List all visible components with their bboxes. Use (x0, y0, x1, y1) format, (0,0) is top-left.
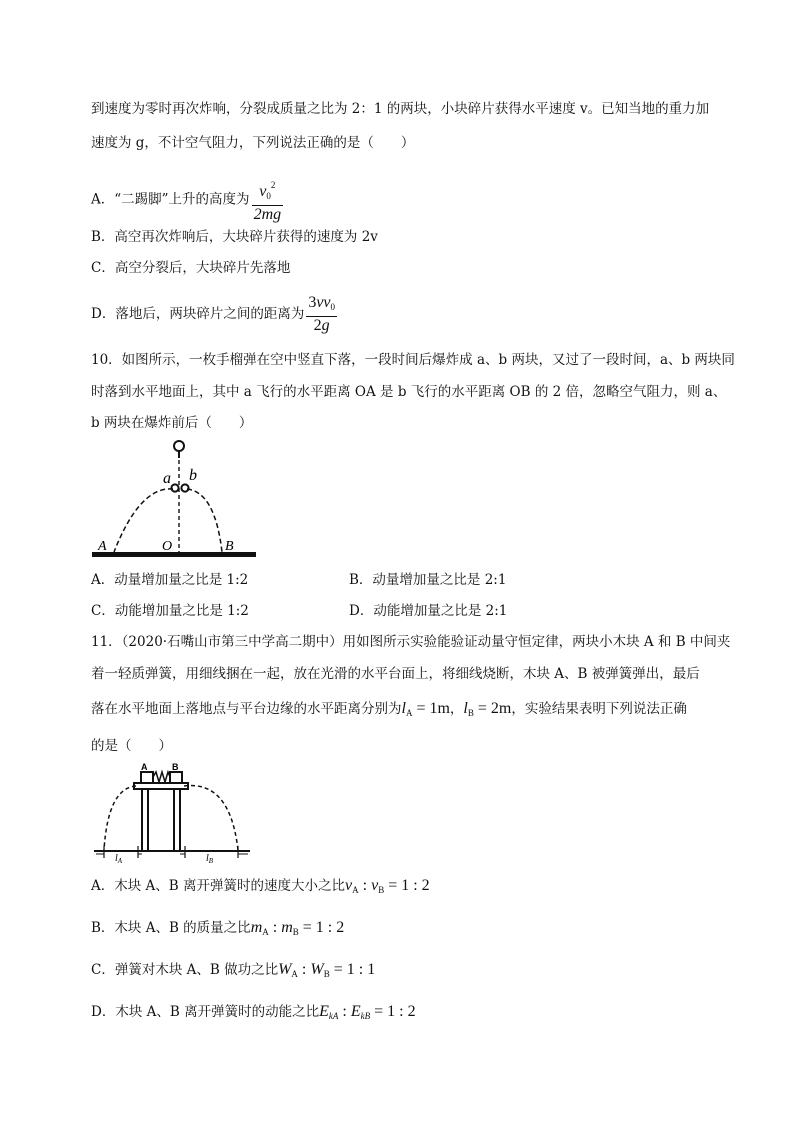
q10-stem-line3: b 两块在爆炸前后（ ） (91, 415, 253, 431)
q10-option-c: C．动能增加量之比是 1:2 (91, 603, 249, 619)
q10-option-d: D．动能增加量之比是 2:1 (349, 603, 508, 619)
label-lb: $l_B$ (206, 853, 214, 865)
label-A: A (98, 539, 107, 554)
q9-option-a-text: A．“二踢脚”上升的高度为 (91, 191, 250, 208)
fragment-a-icon (171, 484, 178, 491)
label-b: b (189, 467, 197, 484)
fragment-b-icon (181, 484, 188, 491)
trajectory-a (104, 786, 136, 850)
block-b (170, 772, 182, 783)
q11-option-d (91, 1002, 416, 1026)
q11-la-expression: $l_A = 1m$ (401, 700, 450, 718)
q10-stem-line1: 10．如图所示，一枚手榴弹在空中竖直下落，一段时间后爆炸成 a、b 两块，又过了一段时间，a、b 两块同 (91, 352, 735, 368)
q10-figure (90, 436, 260, 561)
q9-option-c: C．高空分裂后，大块碎片先落地 (91, 260, 291, 276)
q9-option-b: B．高空再次炸响后，大块碎片获得的速度为 2v (91, 229, 378, 245)
q9-option-a-fraction (252, 176, 284, 224)
q11-option-c (91, 960, 375, 984)
q9-option-d (91, 294, 337, 335)
q11-option-d-text: D．木块 A、B 离开弹簧时的动能之比 (91, 1004, 320, 1020)
label-B: B (172, 762, 179, 772)
q11-stem-line3-pre: 落在水平地面上落地点与平台边缘的水平距离分别为 (91, 701, 402, 717)
q11-option-b (91, 918, 344, 942)
trajectory-b (184, 786, 238, 850)
q9-option-d-fraction (306, 294, 337, 335)
q11-option-b-text: B．木块 A、B 的质量之比 (91, 920, 251, 936)
trajectory-b (187, 489, 222, 552)
q9-stem-line2: 速度为 g，不计空气阻力，下列说法正确的是（ ） (91, 135, 415, 151)
label-la: $l_A$ (115, 853, 123, 865)
q9-option-d-denominator: 2g (313, 317, 330, 334)
label-a: a (163, 470, 171, 487)
q11-option-d-math: $E_{kA}$ : $E_{kB} = 1$ : 2 (319, 1003, 416, 1021)
spring (153, 772, 170, 782)
q11-option-a (91, 876, 430, 900)
q10-option-b: B．动量增加量之比是 2:1 (349, 572, 507, 588)
q11-stem-line3-post: ，实验结果表明下列说法正确 (511, 701, 687, 717)
q11-stem-line2: 着一轻质弹簧，用细线捆在一起，放在光滑的水平台面上，将细线烧断，木块 A、B 被弹簧弹出，最后 (91, 666, 700, 682)
grenade-icon (174, 441, 184, 451)
q11-option-c-text: C．弹簧对木块 A、B 做功之比 (91, 962, 279, 978)
label-O: O (162, 539, 173, 554)
q9-option-d-numerator: $3vv_0$ (306, 294, 337, 317)
q9-option-a-numerator: $v_0^2$ (252, 176, 284, 206)
q9-stem-line1: 到速度为零时再次炸响，分裂成质量之比为 2：1 的两块，小块碎片获得水平速度 v。已知当地的重力加 (91, 101, 710, 117)
q10-option-a: A．动量增加量之比是 1:2 (91, 572, 249, 588)
q10-stem-line2: 时落到水平地面上，其中 a 飞行的水平距离 OA 是 b 飞行的水平距离 OB 的 2 倍，忽略空气阻力，则 a、 (91, 384, 727, 400)
q11-option-b-math: $m_A$ : $m_B = 1$ : 2 (250, 919, 345, 937)
q11-stem-line1: 11．（2020·石嘴山市第三中学高二期中）用如图所示实验能验证动量守恒定律，两块小木块 A 和 B 中间夹 (91, 634, 731, 650)
q11-stem-line3: 落在水平地面上落地点与平台边缘的水平距离分别为$l_A = 1m$，$l_B = 2m$，实验结果表明下列说法正确 (91, 700, 687, 718)
q11-option-c-math: $W_A$ : $W_B = 1$ : 1 (278, 961, 376, 979)
q11-option-a-text: A．木块 A、B 离开弹簧时的速度大小之比 (91, 878, 346, 894)
q11-figure (92, 760, 252, 866)
q11-option-a-math: $v_A$ : $v_B = 1$ : 2 (345, 877, 430, 895)
q9-option-a-denominator: 2mg (253, 206, 282, 223)
label-A: A (141, 762, 148, 772)
q11-stem-line4: 的是（ ） (91, 738, 172, 754)
block-a (141, 772, 153, 783)
label-B: B (225, 539, 234, 554)
q9-option-a (91, 176, 283, 224)
q9-option-d-text: D．落地后，两块碎片之间的距离为 (91, 306, 305, 322)
q11-lb-expression: $l_B = 2m$ (463, 700, 512, 718)
